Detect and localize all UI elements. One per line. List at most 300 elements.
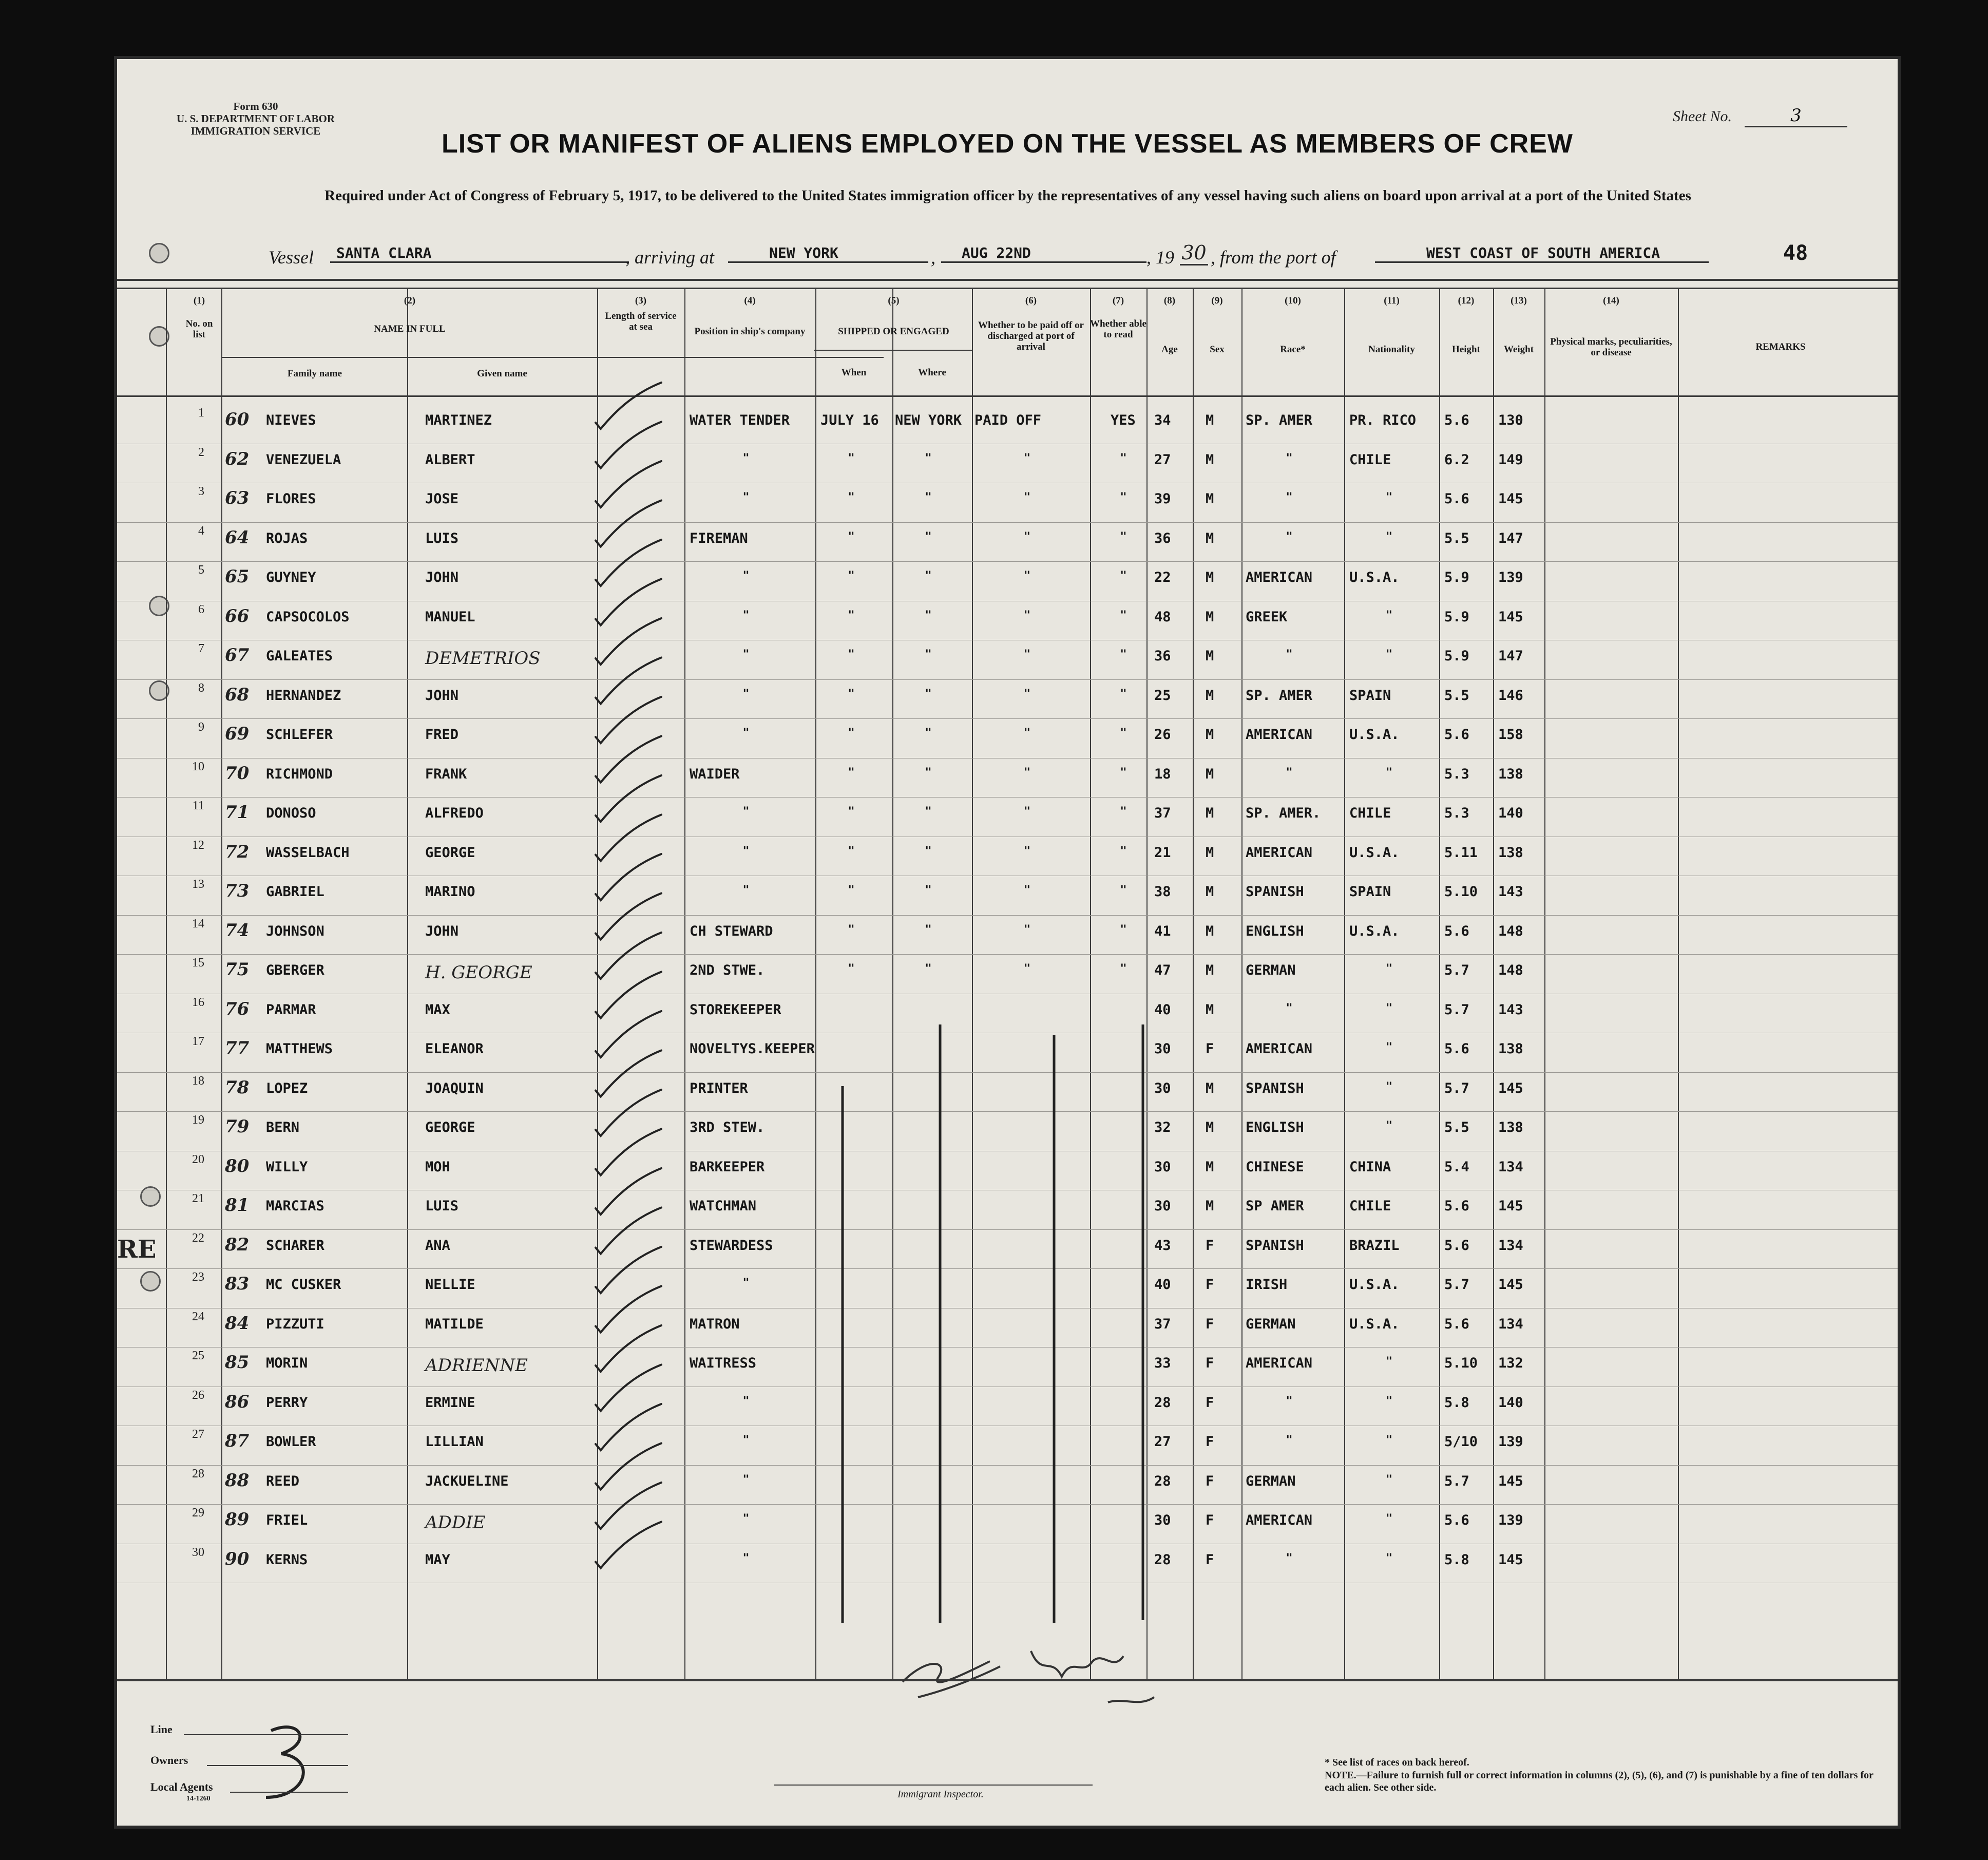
age: 37 bbox=[1154, 805, 1171, 821]
family-name: WASSELBACH bbox=[266, 844, 350, 861]
race: SPANISH bbox=[1246, 1237, 1304, 1254]
family-name: PERRY bbox=[266, 1394, 308, 1411]
position: " bbox=[742, 1512, 750, 1525]
nationality: " bbox=[1385, 648, 1393, 661]
weight: 147 bbox=[1498, 530, 1523, 546]
row-number: 4 bbox=[198, 524, 204, 538]
age: 37 bbox=[1154, 1316, 1171, 1332]
family-name: GUYNEY bbox=[266, 570, 316, 585]
page-count: 48 bbox=[1783, 241, 1808, 265]
given-name: FRED bbox=[425, 727, 459, 743]
service-checkmark bbox=[596, 461, 661, 507]
height: 5.5 bbox=[1444, 687, 1469, 704]
row-number: 8 bbox=[198, 681, 204, 695]
race: AMERICAN bbox=[1246, 570, 1313, 585]
shipped-when: " bbox=[848, 570, 855, 582]
col-6-number: (6) bbox=[1025, 295, 1037, 306]
service-checkmark bbox=[596, 775, 661, 822]
position: WATER TENDER bbox=[690, 412, 790, 428]
col-3-number: (3) bbox=[635, 295, 647, 306]
service-checkmark bbox=[596, 1325, 661, 1372]
weight: 149 bbox=[1498, 451, 1523, 468]
age: 30 bbox=[1154, 1512, 1171, 1528]
race: AMERICAN bbox=[1246, 727, 1313, 743]
position: WAITRESS bbox=[690, 1355, 757, 1371]
position: 2ND STWE. bbox=[690, 962, 765, 978]
col-12-header: Height bbox=[1452, 344, 1480, 355]
weight: 132 bbox=[1498, 1355, 1523, 1371]
row-number: 12 bbox=[192, 838, 204, 852]
col-4-header: Position in ship's company bbox=[694, 326, 806, 337]
age: 30 bbox=[1154, 1159, 1171, 1175]
position: " bbox=[742, 1551, 750, 1565]
shipped-where: " bbox=[925, 570, 932, 582]
age: 27 bbox=[1154, 1434, 1171, 1450]
list-id: 89 bbox=[225, 1509, 250, 1530]
height: 5.6 bbox=[1444, 1316, 1469, 1332]
given-name: ALFREDO bbox=[425, 805, 484, 821]
shipped-when: " bbox=[848, 962, 855, 975]
list-id: 70 bbox=[225, 763, 250, 784]
nationality: CHILE bbox=[1349, 451, 1391, 468]
given-name: MAX bbox=[425, 1001, 450, 1018]
departure-port: WEST COAST OF SOUTH AMERICA bbox=[1375, 244, 1709, 263]
race: SP. AMER. bbox=[1246, 805, 1321, 821]
nationality: U.S.A. bbox=[1349, 570, 1400, 585]
shipped-where: " bbox=[925, 923, 932, 936]
position: FIREMAN bbox=[690, 530, 748, 546]
shipped-when: " bbox=[848, 451, 855, 465]
list-id: 71 bbox=[225, 802, 250, 823]
given-name: JOSE bbox=[425, 491, 459, 507]
nationality: " bbox=[1385, 1434, 1393, 1447]
col-2a-header: Family name bbox=[287, 368, 342, 379]
age: 40 bbox=[1154, 1277, 1171, 1293]
paid-off: " bbox=[1023, 570, 1031, 582]
list-id: 90 bbox=[225, 1548, 250, 1569]
nationality: " bbox=[1385, 609, 1393, 622]
height: 5.6 bbox=[1444, 727, 1469, 743]
sex: M bbox=[1206, 1198, 1214, 1214]
footer-line-label: Line bbox=[150, 1723, 173, 1736]
sex: M bbox=[1206, 648, 1214, 664]
position: " bbox=[742, 609, 750, 622]
position: NOVELTYS.KEEPER bbox=[690, 1041, 815, 1057]
sheet-number-value: 3 bbox=[1745, 105, 1847, 127]
footer-owners-label: Owners bbox=[150, 1754, 188, 1767]
weight: 139 bbox=[1498, 570, 1523, 585]
height: 5.9 bbox=[1444, 609, 1469, 625]
sex: M bbox=[1206, 923, 1214, 939]
service-checkmark bbox=[596, 540, 661, 586]
list-id: 72 bbox=[225, 841, 250, 862]
weight: 145 bbox=[1498, 1473, 1523, 1489]
nationality: " bbox=[1385, 962, 1393, 975]
nationality: " bbox=[1385, 1551, 1393, 1565]
age: 30 bbox=[1154, 1198, 1171, 1214]
paid-off: " bbox=[1023, 805, 1031, 818]
age: 26 bbox=[1154, 727, 1171, 743]
nationality: " bbox=[1385, 1355, 1393, 1368]
service-checkmark bbox=[596, 1168, 661, 1214]
shipped-when: " bbox=[848, 923, 855, 936]
sex: M bbox=[1206, 451, 1214, 468]
family-name: FRIEL bbox=[266, 1512, 308, 1528]
list-id: 66 bbox=[225, 605, 250, 627]
able-to-read: " bbox=[1120, 962, 1127, 975]
age: 36 bbox=[1154, 648, 1171, 664]
able-to-read: " bbox=[1120, 727, 1127, 739]
list-id: 75 bbox=[225, 959, 250, 980]
position: " bbox=[742, 570, 750, 582]
nationality: U.S.A. bbox=[1349, 1277, 1400, 1293]
shipped-where: " bbox=[925, 609, 932, 622]
shipped-where: " bbox=[925, 805, 932, 818]
height: 5.11 bbox=[1444, 844, 1478, 861]
age: 32 bbox=[1154, 1119, 1171, 1135]
position: " bbox=[742, 844, 750, 858]
vessel-line: Vessel SANTA CLARA , arriving at NEW YORK , AUG 22ND , 19 30 , from the port of WEST COAST OF SOUTH AMERICA 48 bbox=[269, 241, 1808, 268]
height: 5.10 bbox=[1444, 884, 1478, 900]
paid-off: " bbox=[1023, 609, 1031, 622]
weight: 138 bbox=[1498, 766, 1523, 782]
age: 21 bbox=[1154, 844, 1171, 861]
row-number: 11 bbox=[192, 799, 204, 812]
weight: 134 bbox=[1498, 1237, 1523, 1254]
sex: M bbox=[1206, 1001, 1214, 1018]
col-6-header: Whether to be paid off or discharged at port of arrival bbox=[978, 320, 1084, 352]
list-id: 86 bbox=[225, 1391, 250, 1412]
nationality: " bbox=[1385, 1473, 1393, 1486]
position: " bbox=[742, 884, 750, 897]
sex: M bbox=[1206, 530, 1214, 546]
row-number: 5 bbox=[198, 563, 204, 577]
form-number: Form 630 bbox=[233, 100, 278, 112]
height: 5.10 bbox=[1444, 1355, 1478, 1371]
shipped-when: " bbox=[848, 687, 855, 700]
height: 5.9 bbox=[1444, 570, 1469, 585]
family-name: REED bbox=[266, 1473, 300, 1489]
age: 48 bbox=[1154, 609, 1171, 625]
sex: M bbox=[1206, 491, 1214, 507]
age: 18 bbox=[1154, 766, 1171, 782]
shipped-when: " bbox=[848, 727, 855, 739]
weight: 140 bbox=[1498, 805, 1523, 821]
height: 5.6 bbox=[1444, 1041, 1469, 1057]
sex: M bbox=[1206, 570, 1214, 585]
list-id: 84 bbox=[225, 1313, 250, 1334]
able-to-read: " bbox=[1120, 451, 1127, 465]
list-id: 76 bbox=[225, 998, 250, 1019]
nationality: U.S.A. bbox=[1349, 727, 1400, 743]
weight: 145 bbox=[1498, 1551, 1523, 1568]
race: ENGLISH bbox=[1246, 923, 1304, 939]
height: 5.7 bbox=[1444, 1080, 1469, 1096]
sex: M bbox=[1206, 727, 1214, 743]
department-name: U. S. DEPARTMENT OF LABOR bbox=[176, 112, 335, 125]
paid-off: " bbox=[1023, 962, 1031, 975]
weight: 145 bbox=[1498, 1277, 1523, 1293]
service-name: IMMIGRATION SERVICE bbox=[190, 125, 321, 137]
race: AMERICAN bbox=[1246, 1512, 1313, 1528]
race: GERMAN bbox=[1246, 962, 1296, 978]
col-11-header: Nationality bbox=[1368, 344, 1415, 355]
height: 5.6 bbox=[1444, 412, 1469, 428]
col-4-number: (4) bbox=[744, 295, 756, 306]
family-name: GALEATES bbox=[266, 648, 333, 664]
col-10-header: Race* bbox=[1280, 344, 1306, 355]
position: " bbox=[742, 491, 750, 504]
sex: M bbox=[1206, 1119, 1214, 1135]
race: " bbox=[1286, 491, 1293, 504]
given-name: MANUEL bbox=[425, 609, 475, 625]
sex: F bbox=[1206, 1041, 1214, 1057]
age: 28 bbox=[1154, 1473, 1171, 1489]
arriving-label: , arriving at bbox=[625, 247, 715, 268]
family-name: MARCIAS bbox=[266, 1198, 324, 1214]
row-number: 27 bbox=[192, 1428, 204, 1441]
height: 5.6 bbox=[1444, 1512, 1469, 1528]
position: " bbox=[742, 687, 750, 700]
age: 22 bbox=[1154, 570, 1171, 585]
col-8-header: Age bbox=[1161, 344, 1178, 355]
able-to-read: " bbox=[1120, 805, 1127, 818]
sheet-number-label: Sheet No. bbox=[1673, 108, 1732, 125]
sex: M bbox=[1206, 687, 1214, 704]
shipped-where: " bbox=[925, 648, 932, 661]
nationality: PR. RICO bbox=[1349, 412, 1417, 428]
able-to-read: " bbox=[1120, 766, 1127, 779]
family-name: MATTHEWS bbox=[266, 1041, 333, 1057]
weight: 138 bbox=[1498, 1041, 1523, 1057]
family-name: RICHMOND bbox=[266, 766, 333, 782]
race: " bbox=[1286, 1551, 1293, 1565]
shipped-when: " bbox=[848, 805, 855, 818]
family-name: GABRIEL bbox=[266, 884, 324, 900]
nationality: SPAIN bbox=[1349, 687, 1391, 704]
service-checkmark bbox=[596, 972, 661, 1018]
age: 30 bbox=[1154, 1080, 1171, 1096]
nationality: " bbox=[1385, 1512, 1393, 1525]
race: AMERICAN bbox=[1246, 1355, 1313, 1371]
service-checkmark bbox=[596, 501, 661, 547]
row-number: 18 bbox=[192, 1074, 204, 1088]
weight: 146 bbox=[1498, 687, 1523, 704]
sex: M bbox=[1206, 805, 1214, 821]
list-id: 85 bbox=[225, 1352, 250, 1373]
paid-off: PAID OFF bbox=[974, 412, 1042, 428]
inspector-label: Immigrant Inspector. bbox=[897, 1789, 984, 1800]
race: GERMAN bbox=[1246, 1473, 1296, 1489]
family-name: MC CUSKER bbox=[266, 1277, 341, 1293]
race: " bbox=[1286, 648, 1293, 661]
age: 28 bbox=[1154, 1551, 1171, 1568]
col-5a-header: When bbox=[841, 367, 867, 378]
weight: 139 bbox=[1498, 1434, 1523, 1450]
sex: F bbox=[1206, 1316, 1214, 1332]
row-number: 1 bbox=[198, 406, 204, 420]
given-name: GEORGE bbox=[425, 1119, 475, 1135]
nationality: CHILE bbox=[1349, 1198, 1391, 1214]
nationality: CHILE bbox=[1349, 805, 1391, 821]
race: " bbox=[1286, 530, 1293, 543]
shipped-when: " bbox=[848, 648, 855, 661]
height: 5.9 bbox=[1444, 648, 1469, 664]
paid-off: " bbox=[1023, 884, 1031, 897]
row-number: 13 bbox=[192, 878, 204, 891]
able-to-read: " bbox=[1120, 687, 1127, 700]
weight: 143 bbox=[1498, 884, 1523, 900]
weight: 138 bbox=[1498, 1119, 1523, 1135]
race: AMERICAN bbox=[1246, 1041, 1313, 1057]
paid-off: " bbox=[1023, 491, 1031, 504]
shipped-where: " bbox=[925, 884, 932, 897]
height: 5.6 bbox=[1444, 1237, 1469, 1254]
col-13-header: Weight bbox=[1503, 344, 1534, 355]
height: 5.7 bbox=[1444, 1277, 1469, 1293]
footer-form-code: 14-1260 bbox=[186, 1795, 211, 1802]
given-name: MARTINEZ bbox=[425, 412, 492, 428]
service-checkmark bbox=[596, 1051, 661, 1097]
weight: 143 bbox=[1498, 1001, 1523, 1018]
row-number: 26 bbox=[192, 1388, 204, 1402]
service-checkmark bbox=[596, 383, 661, 429]
given-name: FRANK bbox=[425, 766, 467, 782]
height: 5.4 bbox=[1444, 1159, 1469, 1175]
service-checkmark bbox=[596, 697, 661, 743]
age: 43 bbox=[1154, 1237, 1171, 1254]
family-name: ROJAS bbox=[266, 530, 308, 546]
service-checkmark bbox=[596, 1483, 661, 1529]
service-checkmark bbox=[596, 618, 661, 665]
sex: M bbox=[1206, 1080, 1214, 1096]
nationality: BRAZIL bbox=[1349, 1237, 1400, 1254]
able-to-read: " bbox=[1120, 844, 1127, 858]
able-to-read: " bbox=[1120, 609, 1127, 622]
row-number: 7 bbox=[198, 642, 204, 655]
height: 5.6 bbox=[1444, 923, 1469, 939]
paid-off: " bbox=[1023, 923, 1031, 936]
row-number: 3 bbox=[198, 485, 204, 498]
service-checkmark bbox=[596, 1286, 661, 1333]
given-name: ELEANOR bbox=[425, 1041, 484, 1057]
weight: 134 bbox=[1498, 1159, 1523, 1175]
weight: 145 bbox=[1498, 491, 1523, 507]
height: 5.6 bbox=[1444, 491, 1469, 507]
position: " bbox=[742, 1473, 750, 1486]
race: " bbox=[1286, 1394, 1293, 1408]
height: 5.7 bbox=[1444, 1473, 1469, 1489]
given-name: ADDIE bbox=[425, 1512, 486, 1533]
col-5-header: SHIPPED OR ENGAGED bbox=[838, 326, 949, 337]
list-id: 83 bbox=[225, 1274, 250, 1294]
list-id: 82 bbox=[225, 1234, 250, 1255]
shipped-when: " bbox=[848, 609, 855, 622]
col-14-header: Physical marks, peculiarities, or disease bbox=[1550, 336, 1672, 358]
family-name: DONOSO bbox=[266, 805, 316, 821]
page-subtitle: Required under Act of Congress of February 5, 1917, to be delivered to the United States immigration officer by the representatives of any vessel having such aliens on board upon arrival at a port of the United States bbox=[324, 187, 1691, 204]
shipped-when: " bbox=[848, 844, 855, 858]
col-10-number: (10) bbox=[1285, 295, 1301, 306]
col-7-number: (7) bbox=[1112, 295, 1124, 306]
service-checkmark bbox=[596, 736, 661, 783]
row-number: 29 bbox=[192, 1506, 204, 1520]
nationality: " bbox=[1385, 491, 1393, 504]
col-1-number: (1) bbox=[193, 295, 205, 306]
given-name: LUIS bbox=[425, 530, 459, 546]
age: 41 bbox=[1154, 923, 1171, 939]
given-name: H. GEORGE bbox=[425, 962, 532, 983]
row-number: 17 bbox=[192, 1035, 204, 1048]
given-name: ANA bbox=[425, 1237, 450, 1254]
given-name: LUIS bbox=[425, 1198, 459, 1214]
able-to-read: " bbox=[1120, 923, 1127, 936]
age: 40 bbox=[1154, 1001, 1171, 1018]
position: MATRON bbox=[690, 1316, 740, 1332]
col-15-header: REMARKS bbox=[1755, 341, 1806, 352]
service-checkmark bbox=[596, 579, 661, 625]
weight: 138 bbox=[1498, 844, 1523, 861]
height: 5.8 bbox=[1444, 1394, 1469, 1411]
age: 33 bbox=[1154, 1355, 1171, 1371]
position: " bbox=[742, 1434, 750, 1447]
list-id: 78 bbox=[225, 1077, 250, 1098]
family-name: PIZZUTI bbox=[266, 1316, 324, 1332]
vessel-name: SANTA CLARA bbox=[330, 244, 629, 263]
family-name: NIEVES bbox=[266, 412, 316, 428]
given-name: GEORGE bbox=[425, 844, 475, 861]
row-number: 2 bbox=[198, 445, 204, 459]
year-suffix: 30 bbox=[1180, 241, 1208, 265]
race: " bbox=[1286, 766, 1293, 779]
sex: F bbox=[1206, 1394, 1214, 1411]
weight: 139 bbox=[1498, 1512, 1523, 1528]
age: 27 bbox=[1154, 451, 1171, 468]
year-prefix: , 19 bbox=[1146, 247, 1174, 268]
given-name: LILLIAN bbox=[425, 1434, 484, 1450]
able-to-read: " bbox=[1120, 570, 1127, 582]
shipped-where: " bbox=[925, 962, 932, 975]
nationality: " bbox=[1385, 766, 1393, 779]
family-name: LOPEZ bbox=[266, 1080, 308, 1096]
page-title: LIST OR MANIFEST OF ALIENS EMPLOYED ON THE VESSEL AS MEMBERS OF CREW bbox=[442, 129, 1573, 159]
race: " bbox=[1286, 1434, 1293, 1447]
race: GREEK bbox=[1246, 609, 1288, 625]
shipped-where: " bbox=[925, 727, 932, 739]
age: 28 bbox=[1154, 1394, 1171, 1411]
list-id: 73 bbox=[225, 881, 250, 901]
given-name: JACKUELINE bbox=[425, 1473, 509, 1489]
race: ENGLISH bbox=[1246, 1119, 1304, 1135]
service-checkmark bbox=[596, 894, 661, 940]
nationality: U.S.A. bbox=[1349, 923, 1400, 939]
service-checkmark bbox=[596, 854, 661, 900]
row-number: 9 bbox=[198, 720, 204, 734]
paid-off: " bbox=[1023, 727, 1031, 739]
list-id: 79 bbox=[225, 1116, 250, 1137]
height: 5.3 bbox=[1444, 766, 1469, 782]
list-id: 87 bbox=[225, 1431, 250, 1451]
age: 39 bbox=[1154, 491, 1171, 507]
given-name: NELLIE bbox=[425, 1277, 475, 1293]
height: 5/10 bbox=[1444, 1434, 1478, 1450]
position: " bbox=[742, 805, 750, 818]
sex: F bbox=[1206, 1277, 1214, 1293]
sex: F bbox=[1206, 1512, 1214, 1528]
position: " bbox=[742, 451, 750, 465]
position: " bbox=[742, 1277, 750, 1289]
sex: M bbox=[1206, 766, 1214, 782]
